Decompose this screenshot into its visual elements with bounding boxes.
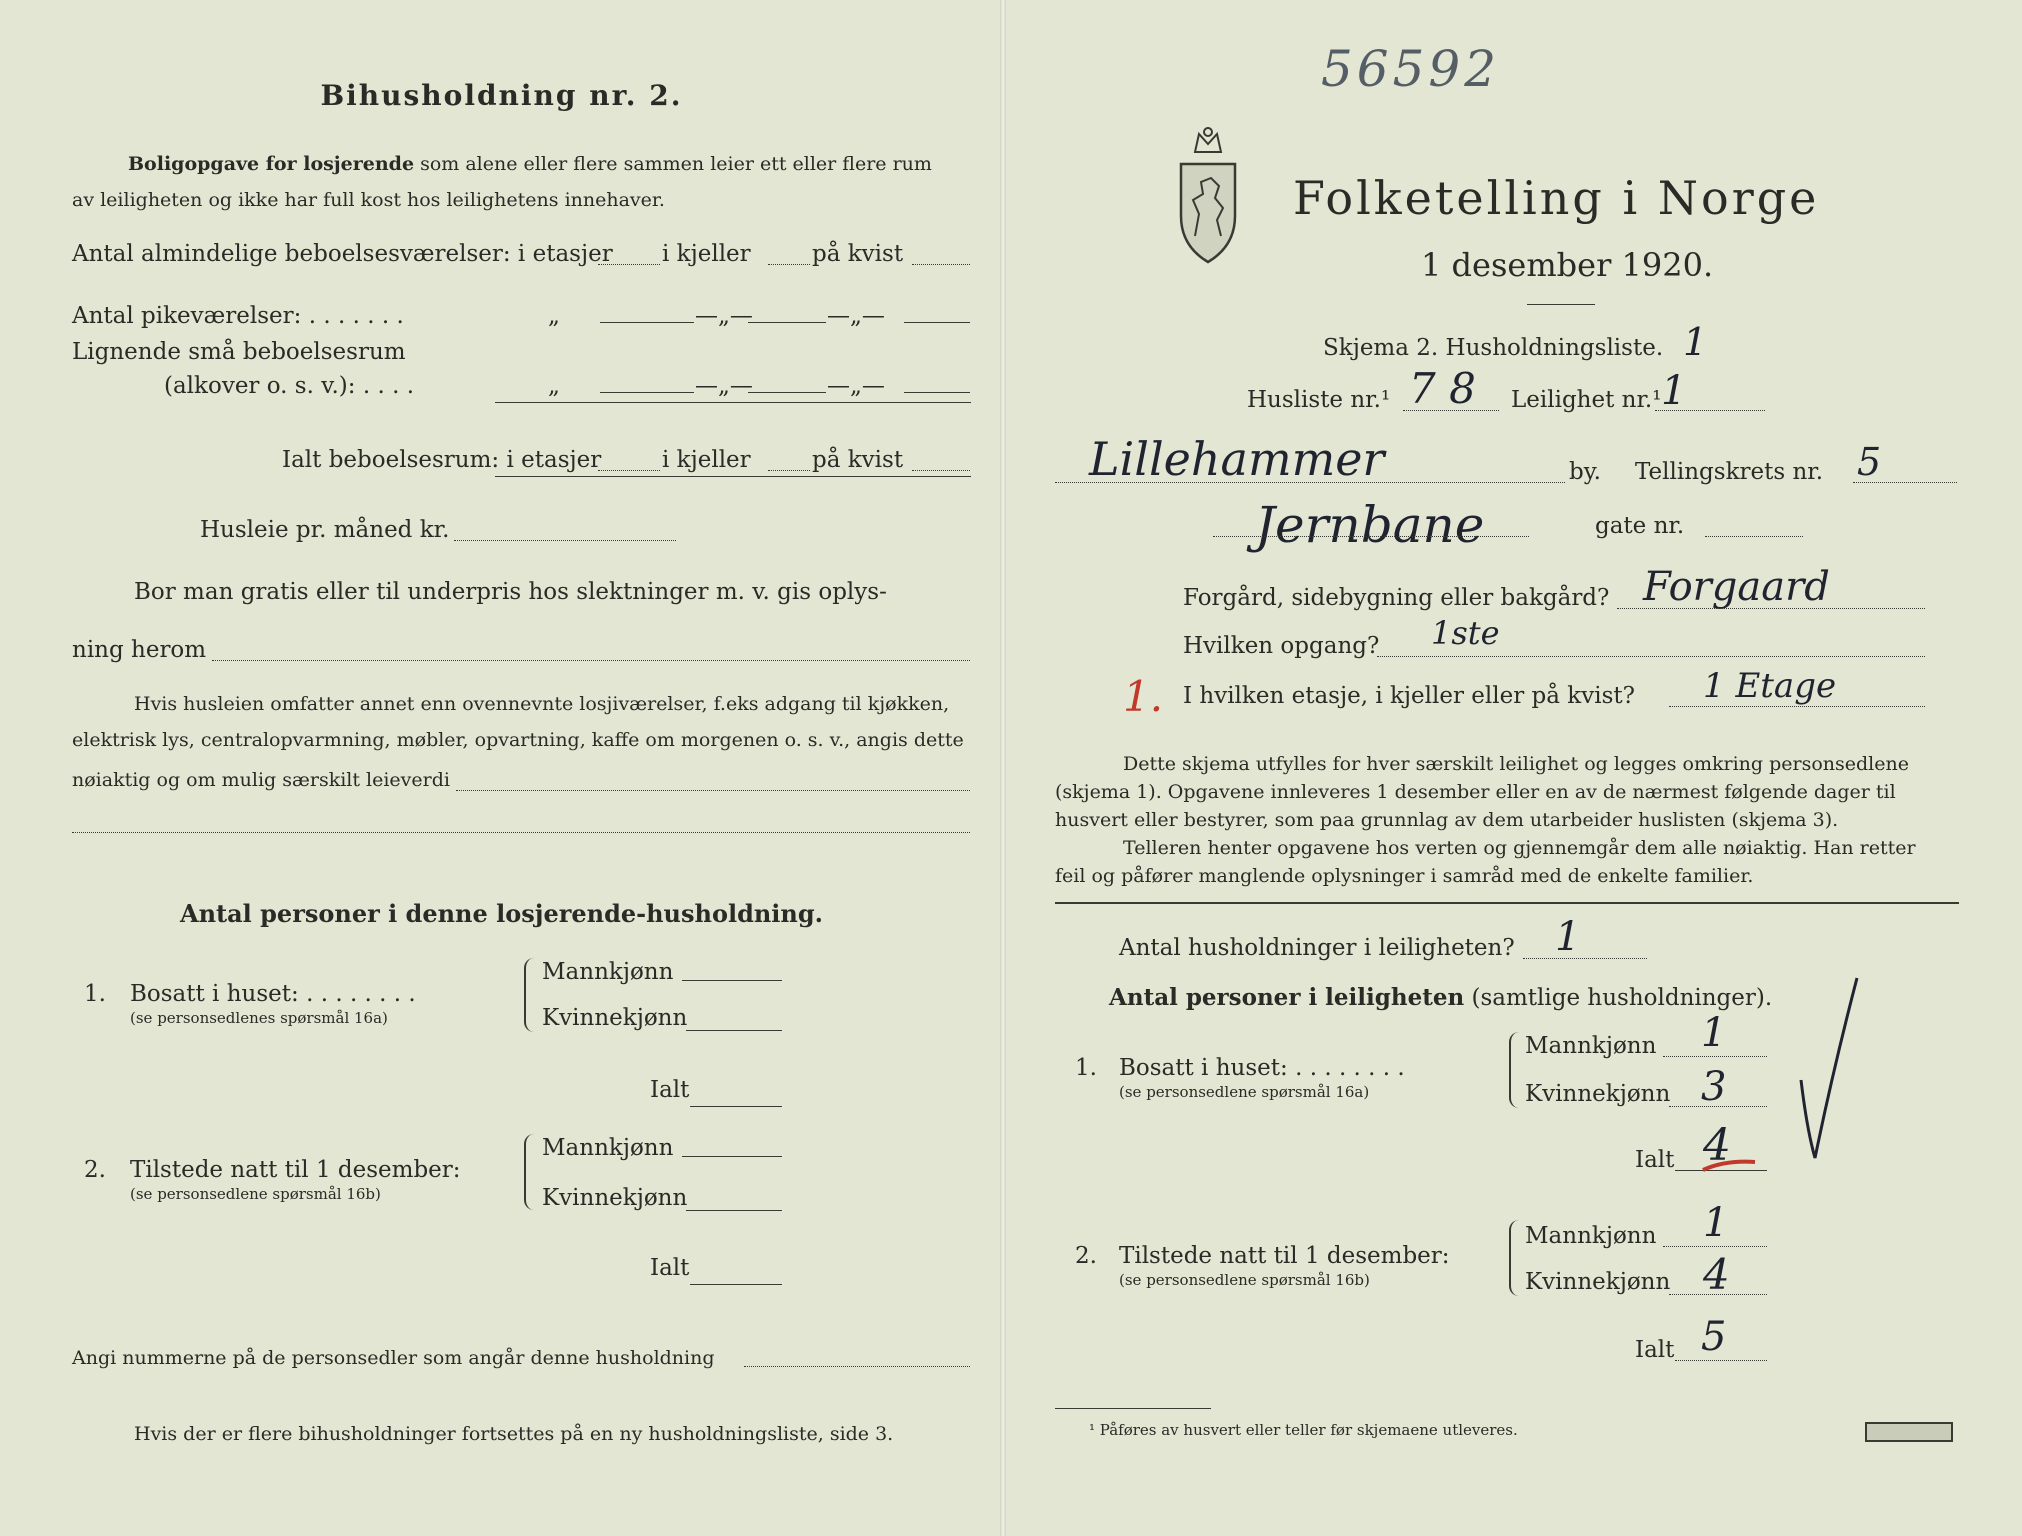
persons-rest: (samtlige husholdninger).: [1471, 985, 1773, 1011]
persons-line: [1109, 984, 1772, 1012]
incl-line-1: Hvis husleien omfatter annet enn ovennevnte losjiværelser, f.eks adgang til kjøkken,: [134, 693, 950, 715]
flat-label: Leilighet nr.¹: [1511, 387, 1662, 413]
entrance-hw: 1ste: [1431, 614, 1500, 652]
printer-mark-icon: [1865, 1422, 1953, 1442]
total-cellar-field[interactable]: [768, 470, 810, 471]
right-q1-label: Bosatt i huset: . . . . . . . .: [1119, 1055, 1405, 1081]
right-q2-sub: (se personsedlene spørsmål 16b): [1119, 1271, 1370, 1289]
rent-field[interactable]: [454, 540, 676, 541]
continue-note: Hvis der er flere bihusholdninger fortsettes på en ny husholdningsliste, side 3.: [134, 1423, 894, 1445]
q2-total-label: Ialt: [650, 1255, 690, 1281]
incl-field[interactable]: [456, 790, 970, 791]
households-label: Antal husholdninger i leiligheten?: [1119, 935, 1515, 961]
right-q1-total-label: Ialt: [1635, 1147, 1675, 1173]
right-q2-brace: [1509, 1220, 1525, 1296]
q1-female-label: Kvinnekjønn: [542, 1005, 688, 1031]
households-field[interactable]: [1523, 958, 1647, 959]
total-rule: [495, 476, 971, 477]
maid-ditto-3: —„—: [827, 303, 885, 329]
info-line-4: Telleren henter opgavene hos verten og gjennemgår dem alle nøiaktig. Han retter: [1123, 837, 1916, 859]
form-title: Folketelling i Norge: [1293, 171, 1820, 225]
maid-ditto-2: —„—: [695, 303, 753, 329]
q2-male-label: Mannkjønn: [542, 1135, 674, 1161]
intro-bold: Boligopgave for losjerende: [128, 153, 415, 175]
q1-brace: [524, 958, 540, 1032]
town-label: by.: [1569, 459, 1601, 485]
right-q2-total-hw: 5: [1701, 1314, 1727, 1360]
total-cellar-label: i kjeller: [662, 447, 751, 473]
incl-field-2[interactable]: [72, 832, 970, 833]
maid-attic-field[interactable]: [904, 322, 970, 323]
q2-sub: (se personsedlene spørsmål 16b): [130, 1185, 381, 1203]
rooms-attic-label: på kvist: [812, 241, 904, 267]
flat-field[interactable]: [1655, 410, 1765, 411]
similar-ditto-3: —„—: [827, 373, 885, 399]
right-q2-total-label: Ialt: [1635, 1337, 1675, 1363]
maid-rooms-label: Antal pikeværelser: . . . . . . .: [72, 303, 404, 329]
sum-rule: [495, 402, 971, 403]
right-q1-female-field[interactable]: [1669, 1106, 1767, 1107]
intro-rest: som alene eller flere sammen leier ett eller flere rum: [420, 153, 932, 175]
footnote: ¹ Påføres av husvert eller teller før skjemaene utleveres.: [1089, 1421, 1518, 1439]
free-line-2: ning herom: [72, 637, 207, 663]
free-line-1: Bor man gratis eller til underpris hos slektninger m. v. gis oplys-: [134, 579, 887, 605]
flat-hw: 1: [1661, 368, 1687, 414]
street-hw: Jernbane: [1255, 496, 1485, 554]
town-hw: Lillehammer: [1089, 432, 1385, 486]
rooms-floors-field[interactable]: [598, 264, 660, 265]
right-q2-male-field[interactable]: [1663, 1246, 1767, 1247]
street-field[interactable]: [1213, 536, 1529, 537]
maid-floors-field[interactable]: [600, 322, 694, 323]
q1-female-field[interactable]: [686, 1030, 782, 1031]
q2-total-field[interactable]: [690, 1284, 782, 1285]
total-floors-field[interactable]: [598, 470, 660, 471]
right-q2-female-hw: 4: [1703, 1250, 1730, 1299]
q1-male-field[interactable]: [682, 980, 782, 981]
floor-field[interactable]: [1669, 706, 1925, 707]
q1-male-label: Mannkjønn: [542, 959, 674, 985]
right-q2-male-hw: 1: [1703, 1200, 1729, 1246]
maid-cellar-field[interactable]: [748, 322, 826, 323]
numbers-note: Angi nummerne på de personsedler som angår denne husholdning: [72, 1347, 715, 1369]
right-q2-number: 2.: [1075, 1243, 1097, 1269]
q1-total-label: Ialt: [650, 1077, 690, 1103]
persons-heading: Antal personer i denne losjerende-husholdning.: [179, 899, 824, 928]
total-attic-field[interactable]: [912, 470, 970, 471]
q2-female-field[interactable]: [686, 1210, 782, 1211]
right-q1-male-label: Mannkjønn: [1525, 1033, 1657, 1059]
info-line-2: (skjema 1). Opgavene innleveres 1 desember eller en av de nærmest følgende dager til: [1055, 781, 1896, 803]
red-underline-icon: [1699, 1152, 1759, 1176]
info-rule: [1055, 902, 1959, 904]
rooms-attic-field[interactable]: [912, 264, 970, 265]
schema-hw: 1: [1683, 320, 1708, 364]
building-hw: Forgaard: [1643, 564, 1830, 610]
right-q1-number: 1.: [1075, 1055, 1097, 1081]
street-label: gate nr.: [1595, 513, 1685, 539]
margin-mark: 1.: [1123, 672, 1164, 721]
title-rule: [1527, 304, 1595, 305]
total-attic-label: på kvist: [812, 447, 904, 473]
right-q1-brace: [1509, 1032, 1525, 1108]
right-q1-total-hw: 4: [1703, 1120, 1731, 1171]
floor-hw: 1 Etage: [1703, 666, 1837, 706]
right-q1-sub: (se personsedlene spørsmål 16a): [1119, 1083, 1370, 1101]
maid-ditto: „: [548, 303, 560, 329]
district-field[interactable]: [1853, 482, 1957, 483]
persons-bold: Antal personer i leiligheten: [1109, 984, 1465, 1011]
right-page: [1003, 0, 2022, 1536]
rooms-label: Antal almindelige beboelsesværelser: i etasjer: [72, 241, 613, 267]
q2-male-field[interactable]: [682, 1156, 782, 1157]
building-label: Forgård, sidebygning eller bakgård?: [1183, 585, 1610, 611]
similar-label-2: (alkover o. s. v.): . . . .: [164, 373, 415, 399]
right-q1-female-label: Kvinnekjønn: [1525, 1081, 1671, 1107]
district-hw: 5: [1857, 440, 1882, 484]
right-q1-male-field[interactable]: [1663, 1056, 1767, 1057]
left-page: [0, 0, 1003, 1536]
similar-cellar-field[interactable]: [748, 392, 826, 393]
right-q2-female-field[interactable]: [1669, 1294, 1767, 1295]
incl-line-2: elektrisk lys, centralopvarmning, møbler, opvartning, kaffe om morgenen o. s. v., angis dette: [72, 729, 964, 751]
huslist-field[interactable]: [1403, 410, 1499, 411]
similar-ditto-2: —„—: [695, 373, 753, 399]
form-date: 1 desember 1920.: [1421, 246, 1714, 284]
q1-sub: (se personsedlenes spørsmål 16a): [130, 1009, 388, 1027]
q1-number: 1.: [84, 981, 106, 1007]
right-q2-female-label: Kvinnekjønn: [1525, 1269, 1671, 1295]
households-hw: 1: [1555, 914, 1581, 960]
checkmark-icon: [1793, 970, 1863, 1170]
street-nr-field[interactable]: [1705, 536, 1803, 537]
right-q2-male-label: Mannkjønn: [1525, 1223, 1657, 1249]
intro-line-1: [128, 152, 932, 176]
intro-line-2: av leiligheten og ikke har full kost hos leilighetens innehaver.: [72, 189, 665, 211]
incl-line-3: nøiaktig og om mulig særskilt leieverdi: [72, 769, 450, 791]
q1-label: Bosatt i huset: . . . . . . . .: [130, 981, 416, 1007]
entrance-label: Hvilken opgang?: [1183, 633, 1380, 659]
right-q1-female-hw: 3: [1701, 1064, 1727, 1110]
q1-total-field[interactable]: [690, 1106, 782, 1107]
coat-of-arms-icon: [1173, 124, 1243, 274]
rooms-cellar-field[interactable]: [768, 264, 810, 265]
total-rooms-label: Ialt beboelsesrum: i etasjer: [282, 447, 602, 473]
similar-attic-field[interactable]: [904, 392, 970, 393]
building-field[interactable]: [1617, 608, 1925, 609]
rent-label: Husleie pr. måned kr.: [200, 517, 450, 543]
floor-label: I hvilken etasje, i kjeller eller på kvist?: [1183, 683, 1635, 709]
similar-floors-field[interactable]: [600, 392, 694, 393]
footnote-rule: [1055, 1408, 1211, 1409]
right-q1-male-hw: 1: [1701, 1010, 1727, 1056]
similar-ditto: „: [548, 373, 560, 399]
q2-number: 2.: [84, 1157, 106, 1183]
left-title: Bihusholdning nr. 2.: [320, 79, 683, 112]
q2-brace: [524, 1134, 540, 1210]
rooms-cellar-label: i kjeller: [662, 241, 751, 267]
archive-number: 56592: [1321, 40, 1501, 98]
huslist-hw: 7 8: [1409, 364, 1476, 413]
info-line-3: husvert eller bestyrer, som paa grunnlag av dem utarbeider huslisten (skjema 3).: [1055, 809, 1839, 831]
q2-female-label: Kvinnekjønn: [542, 1185, 688, 1211]
district-label: Tellingskrets nr.: [1635, 459, 1824, 485]
numbers-field[interactable]: [744, 1366, 970, 1367]
right-q2-total-field[interactable]: [1675, 1360, 1767, 1361]
huslist-label: Husliste nr.¹: [1247, 387, 1391, 413]
free-field[interactable]: [212, 660, 970, 661]
q2-label: Tilstede natt til 1 desember:: [130, 1157, 461, 1183]
info-line-5: feil og påfører manglende oplysninger i samråd med de enkelte familier.: [1055, 865, 1754, 887]
similar-label-1: Lignende små beboelsesrum: [72, 339, 406, 365]
entrance-field[interactable]: [1377, 656, 1925, 657]
right-q2-label: Tilstede natt til 1 desember:: [1119, 1243, 1450, 1269]
info-line-1: Dette skjema utfylles for hver særskilt leilighet og legges omkring personsedlene: [1123, 753, 1909, 775]
town-field[interactable]: [1055, 482, 1565, 483]
schema-label: Skjema 2. Husholdningsliste.: [1323, 335, 1664, 361]
